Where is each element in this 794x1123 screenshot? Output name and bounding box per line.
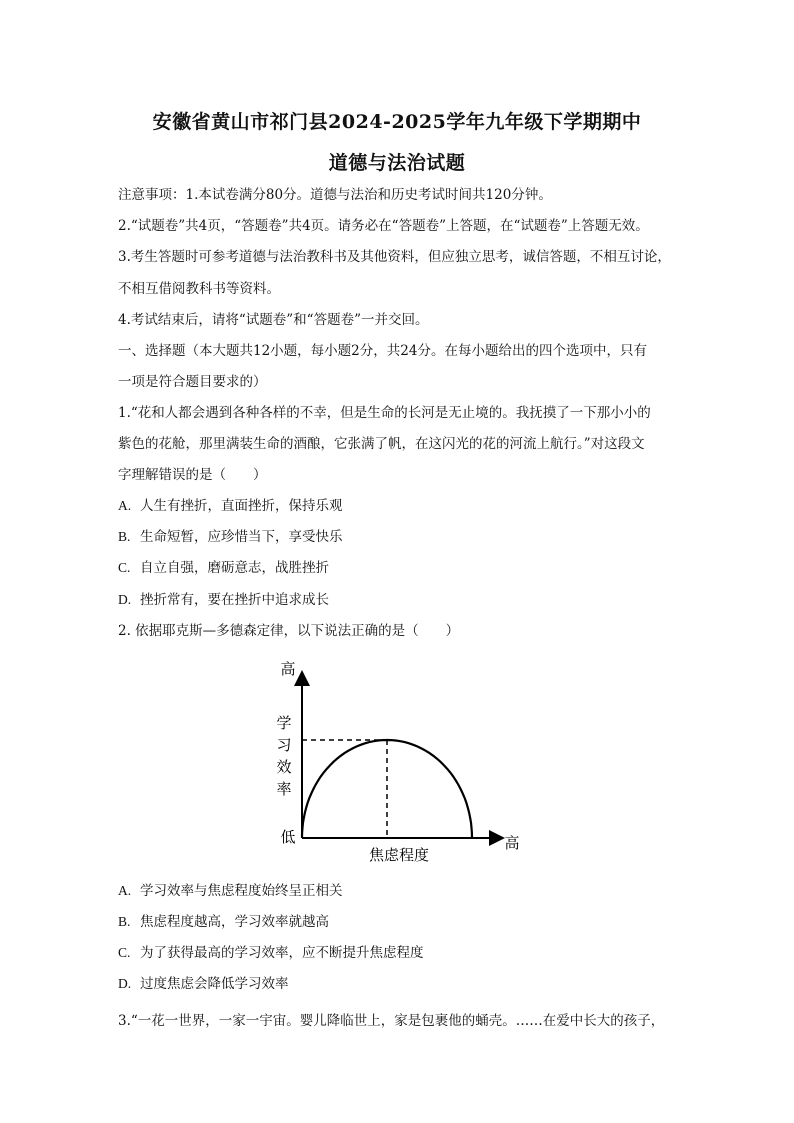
note-line-3: 3.考生答题时可参考道德与法治教科书及其他资料，但应独立思考，诚信答题，不相互讨论，: [118, 249, 671, 265]
option-key: C.: [118, 560, 131, 575]
option-text: 自立自强，磨砺意志，战胜挫折: [140, 560, 329, 576]
q2-stem: 2. 依据耶克斯—多德森定律，以下说法正确的是（ ）: [118, 623, 460, 639]
option-text: 为了获得最高的学习效率，应不断提升焦虑程度: [140, 945, 424, 961]
q1-option-a: [118, 497, 343, 515]
q2-option-c: [118, 944, 424, 962]
y-axis-label-char: 学: [276, 714, 292, 732]
option-text: 生命短暂，应珍惜当下，享受快乐: [140, 529, 343, 545]
q1-option-b: [118, 528, 343, 546]
y-axis-label-char: 习: [276, 736, 292, 754]
x-axis-label: 焦虑程度: [368, 846, 430, 864]
q2-option-b: [118, 913, 329, 931]
q3-stem: 3.“一花一世界，一家一宇宙。婴儿降临世上，家是包裹他的蛹壳。……在爱中长大的孩子，: [118, 1013, 665, 1029]
origin-label: 低: [280, 828, 296, 846]
option-text: 过度焦虑会降低学习效率: [140, 976, 289, 992]
q2-option-d: [118, 975, 289, 993]
y-axis-top-label: 高: [280, 660, 296, 678]
note-line-2: 2.“试题卷”共4页，“答题卷”共4页。请务必在“答题卷”上答题，在“试题卷”上答题无效。: [118, 218, 649, 234]
note-line-4: 不相互借阅教科书等资料。: [118, 281, 280, 297]
y-axis-label-char: 率: [276, 780, 292, 798]
note-line-5: 4.考试结束后，请将“试题卷”和“答题卷”一并交回。: [118, 312, 429, 328]
section-heading-line-1: 一、选择题（本大题共12小题，每小题2分，共24分。在每小题给出的四个选项中，只有: [118, 343, 647, 359]
page-title: 安徽省黄山市祁门县2024-2025学年九年级下学期期中: [152, 111, 642, 133]
option-text: 学习效率与焦虑程度始终呈正相关: [140, 883, 343, 899]
q1-stem-line-3: 字理解错误的是（ ）: [118, 467, 267, 483]
q1-option-d: [118, 591, 329, 609]
q2-option-a: [118, 882, 343, 900]
y-axis-label: [276, 714, 291, 798]
x-axis-right-label: 高: [504, 834, 520, 852]
q1-option-c: [118, 559, 329, 577]
page-subtitle: 道德与法治试题: [328, 152, 466, 174]
option-key: D.: [118, 592, 132, 607]
option-key: D.: [118, 976, 132, 991]
option-key: B.: [118, 914, 131, 929]
option-key: A.: [118, 498, 132, 513]
option-text: 挫折常有，要在挫折中追求成长: [140, 592, 329, 608]
note-line-1: 注意事项：1.本试卷满分80分。道德与法治和历史考试时间共120分钟。: [118, 187, 552, 203]
option-key: C.: [118, 945, 131, 960]
q1-stem-line-2: 紫色的花舱，那里满装生命的酒酿，它张满了帆，在这闪光的花的河流上航行。”对这段文: [118, 436, 645, 452]
option-text: 人生有挫折，直面挫折，保持乐观: [140, 498, 343, 514]
option-key: A.: [118, 883, 132, 898]
q1-stem-line-1: 1.“花和人都会遇到各种各样的不幸，但是生命的长河是无止境的。我抚摸了一下那小小的: [118, 405, 651, 421]
option-text: 焦虑程度越高，学习效率就越高: [140, 914, 329, 930]
option-key: B.: [118, 529, 131, 544]
yerkes-dodson-chart: [262, 652, 532, 867]
section-heading-line-2: 一项是符合题目要求的）: [118, 374, 267, 390]
y-axis-label-char: 效: [276, 758, 292, 776]
